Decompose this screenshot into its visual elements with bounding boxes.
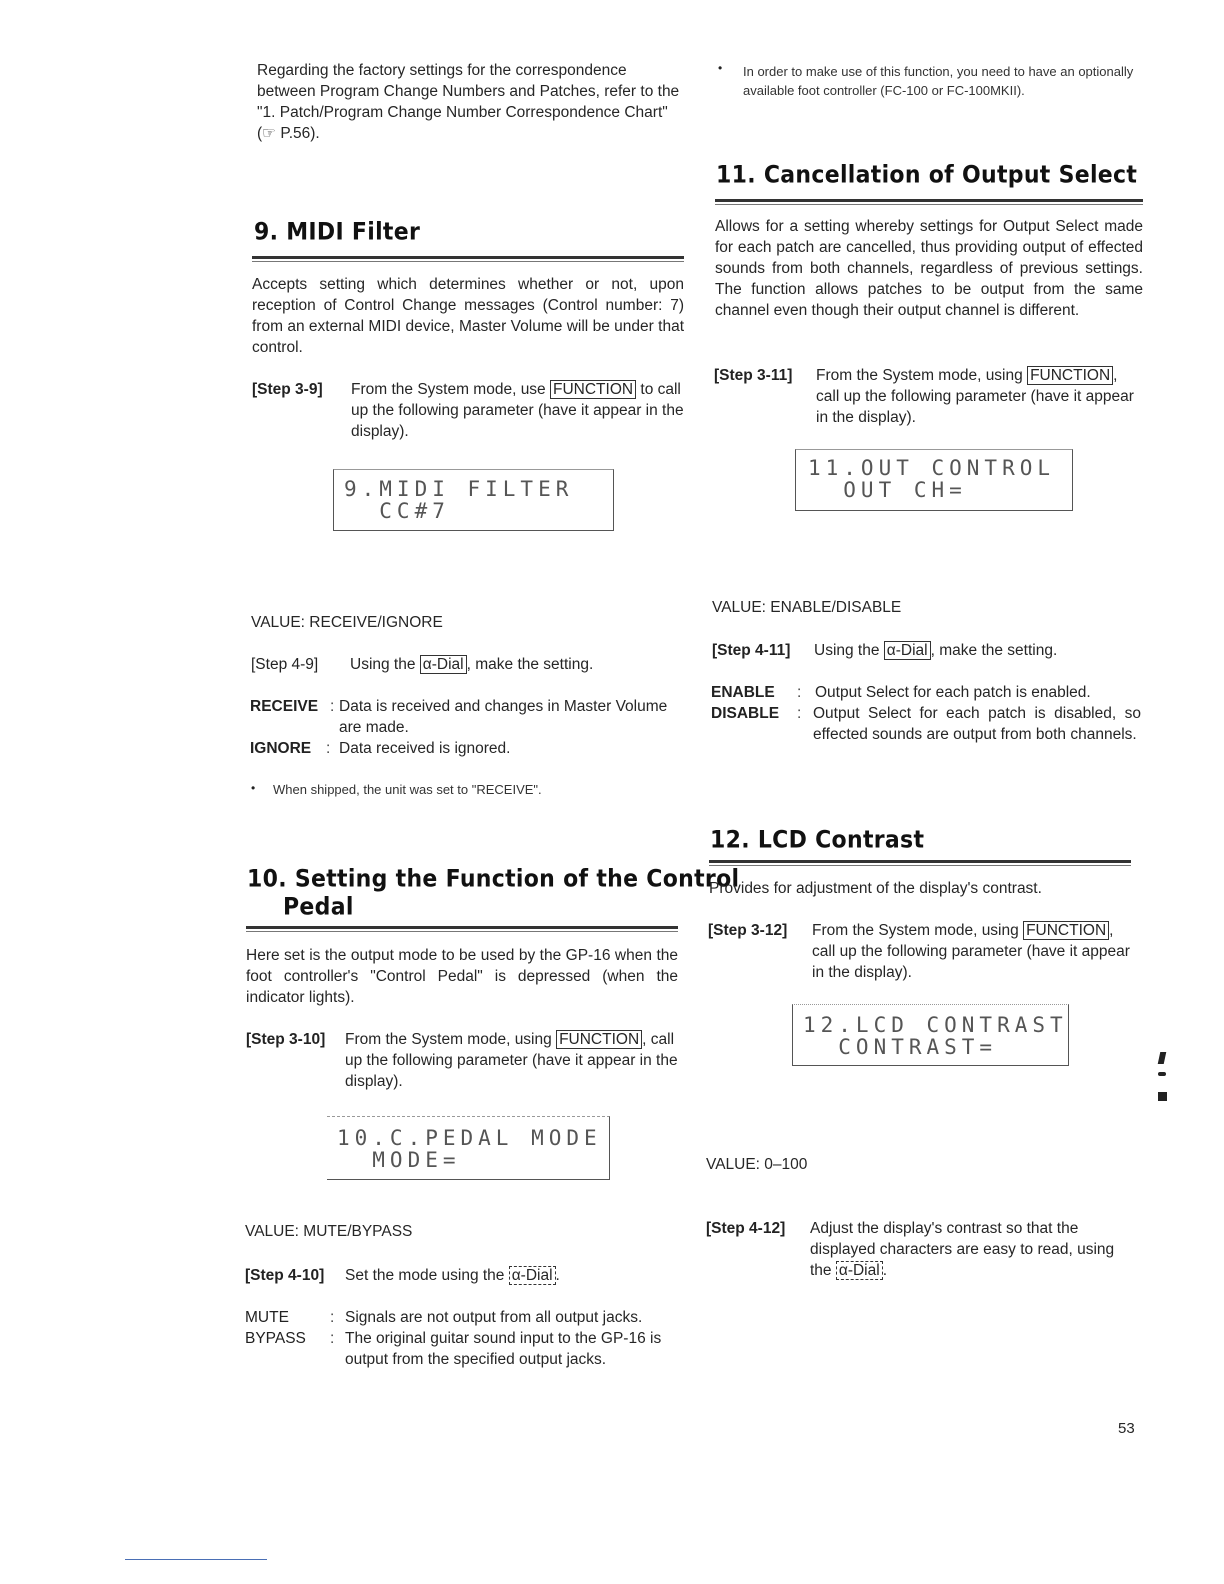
section-9-title: 9. MIDI Filter: [254, 218, 421, 246]
section-11-definitions: ENABLE : Output Select for each patch is enabled. DISABLE : Output Select for each patch is disabled, so effected sounds are output from both channels.: [711, 684, 1141, 743]
edge-index-mark: [1157, 1052, 1169, 1102]
section-11-body: Allows for a setting whereby settings for Output Select made for each patch are cancelled, thus providing output of effected sounds from both channels, regardless of previous settings. The function allows patches to be output from the same channel even though their output channel is different.: [715, 218, 1143, 319]
section-12-step-3-12: [Step 3-12] From the System mode, using FUNCTION , call up the following parameter (have it appear in the display).: [708, 922, 1130, 981]
lcd-display-midi-filter: [333, 469, 614, 531]
alpha-dial-key: α-Dial: [836, 1261, 883, 1280]
section-12-rule: [709, 860, 1131, 863]
section-11-step-3-11: [Step 3-11] From the System mode, using FUNCTION , call up the following parameter (have it appear in the display).: [714, 367, 1134, 426]
section-12-title: 12. LCD Contrast: [710, 826, 925, 854]
function-key: FUNCTION: [556, 1030, 642, 1049]
footer-rule: [125, 1559, 267, 1560]
lcd-display-out-control: [795, 449, 1073, 511]
step-label: [Step 3-9]: [252, 381, 323, 398]
lcd-line-2: CC#7: [344, 499, 450, 523]
section-12-value: VALUE: 0–100: [706, 1156, 808, 1173]
section-9-rule: [252, 256, 684, 259]
lcd-display-pedal-mode: [327, 1116, 610, 1180]
lcd-line-2: MODE=: [337, 1148, 461, 1172]
section-11-step-4-11: [Step 4-11] Using the α-Dial , make the setting.: [712, 642, 1058, 659]
section-12-step-4-12: [Step 4-12] Adjust the display's contrast so that the displayed characters are easy to read, using the α-Dial .: [706, 1220, 1115, 1279]
section-9-note: When shipped, the unit was set to "RECEIVE".: [273, 782, 542, 797]
function-key: FUNCTION: [1027, 366, 1113, 385]
section-12-body: Provides for adjustment of the display's contrast.: [709, 880, 1042, 897]
section-11-title: 11. Cancellation of Output Select: [716, 161, 1138, 189]
section-10-definitions: MUTE : Signals are not output from all output jacks. BYPASS : The original guitar sound input to the GP-16 is output from the specified output jacks.: [245, 1309, 662, 1368]
section-10-rule: [246, 926, 678, 929]
lcd-display-lcd-contrast: [792, 1004, 1069, 1066]
alpha-dial-key: α-Dial: [509, 1266, 556, 1285]
section-10-title-line-2: Pedal: [283, 893, 354, 921]
footcontroller-note: In order to make use of this function, you need to have an optionally available foot controller (FC-100 or FC-100MKII).: [743, 64, 1134, 98]
lcd-line-1: 9.MIDI FILTER: [344, 477, 574, 501]
lcd-line-1: 10.C.PEDAL MODE: [337, 1126, 602, 1150]
section-9-step-4-9: [Step 4-9] Using the α-Dial , make the setting.: [251, 656, 594, 673]
intro-paragraph: Regarding the factory settings for the correspondence between Program Change Numbers and Patches, refer to the "1. Patch/Program Change Number Correspondence Chart" (☞ P.56).: [257, 62, 680, 142]
alpha-dial-key: α-Dial: [420, 655, 467, 674]
section-10-body: Here set is the output mode to be used by the GP-16 when the foot controller's "Control Pedal" is depressed (when the indicator lights).: [246, 947, 678, 1006]
section-10-title: 10. Setting the Function of the Control: [247, 865, 740, 893]
alpha-dial-key: α-Dial: [884, 641, 931, 660]
lcd-line-1: 11.OUT CONTROL: [808, 456, 1056, 480]
function-key: FUNCTION: [1023, 921, 1109, 940]
section-10-step-4-10: [Step 4-10] Set the mode using the α-Dial .: [245, 1267, 560, 1284]
section-9-step-3-9: [Step 3-9] From the System mode, use FUNCTION to call up the following parameter (have it appear in the display).: [252, 381, 684, 440]
section-10-step-3-10: [Step 3-10] From the System mode, using FUNCTION , call up the following parameter (have it appear in the display).: [246, 1031, 678, 1090]
section-10-value: VALUE: MUTE/BYPASS: [245, 1223, 413, 1240]
section-9-body: Accepts setting which determines whether or not, upon reception of Control Change messages (Control number: 7) from an external MIDI device, Master Volume will be under that control.: [252, 276, 684, 356]
lcd-line-2: OUT CH=: [808, 478, 967, 502]
lcd-line-1: 12.LCD CONTRAST: [803, 1013, 1068, 1037]
function-key: FUNCTION: [550, 380, 636, 399]
section-9-definitions: RECEIVE : Data is received and changes in Master Volume are made. IGNORE : Data received is ignored.: [250, 698, 668, 757]
section-11-rule: [715, 199, 1143, 202]
lcd-line-2: CONTRAST=: [803, 1035, 998, 1059]
section-9-value: VALUE: RECEIVE/IGNORE: [251, 614, 443, 631]
page-number: 53: [1118, 1420, 1135, 1437]
section-11-value: VALUE: ENABLE/DISABLE: [712, 599, 902, 616]
